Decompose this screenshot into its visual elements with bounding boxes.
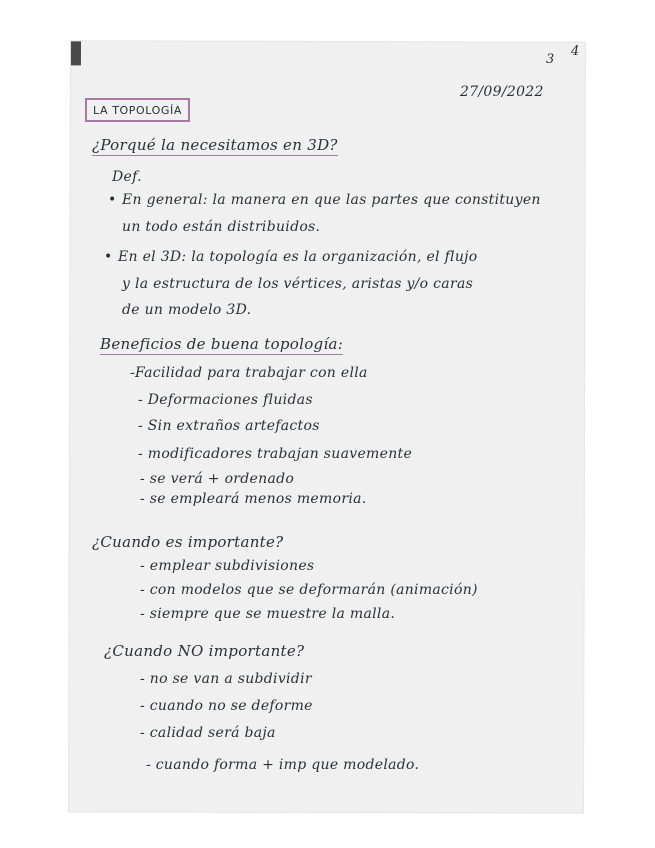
list-item: - cuando forma + imp que modelado. <box>146 757 420 773</box>
definition-3d-line-3: de un modelo 3D. <box>122 302 252 318</box>
list-item: - calidad será baja <box>140 725 276 741</box>
list-item: - se verá + ordenado <box>140 471 295 487</box>
bullet-marker: • <box>108 192 117 208</box>
list-item: - no se van a subdividir <box>140 671 312 687</box>
section-heading-when-important: ¿Cuando es importante? <box>92 533 284 551</box>
definition-3d-line-1: En el 3D: la topología es la organización, el flujo <box>118 249 478 265</box>
list-item: - se empleará menos memoria. <box>140 491 367 507</box>
date-label: 27/09/2022 <box>460 84 544 100</box>
section-heading-when-not-important: ¿Cuando NO importante? <box>104 642 305 660</box>
bullet-marker: • <box>104 249 113 265</box>
section-heading-why-3d: ¿Porqué la necesitamos en 3D? <box>92 136 338 154</box>
definition-3d-line-2: y la estructura de los vértices, aristas y/o caras <box>122 276 474 292</box>
list-item: - Deformaciones fluidas <box>138 392 313 408</box>
list-item: - modificadores trabajan suavemente <box>138 446 413 462</box>
list-item: - Sin extraños artefactos <box>138 418 320 434</box>
page-number: 3 <box>546 52 555 67</box>
section-heading-benefits: Beneficios de buena topología: <box>100 335 344 353</box>
definition-label: Def. <box>112 169 142 185</box>
list-item: - siempre que se muestre la malla. <box>140 606 396 622</box>
page-number-secondary: 4 <box>571 44 580 59</box>
list-item: - emplear subdivisiones <box>140 558 315 574</box>
page-title: LA TOPOLOGÍA <box>85 98 190 122</box>
list-item: - cuando no se deforme <box>140 698 313 714</box>
definition-general-line-1: En general: la manera en que las partes que constituyen <box>122 192 541 208</box>
list-item: - con modelos que se deformarán (animación) <box>140 582 478 598</box>
definition-general-line-2: un todo están distribuidos. <box>122 219 321 235</box>
list-item: -Facilidad para trabajar con ella <box>130 365 368 381</box>
